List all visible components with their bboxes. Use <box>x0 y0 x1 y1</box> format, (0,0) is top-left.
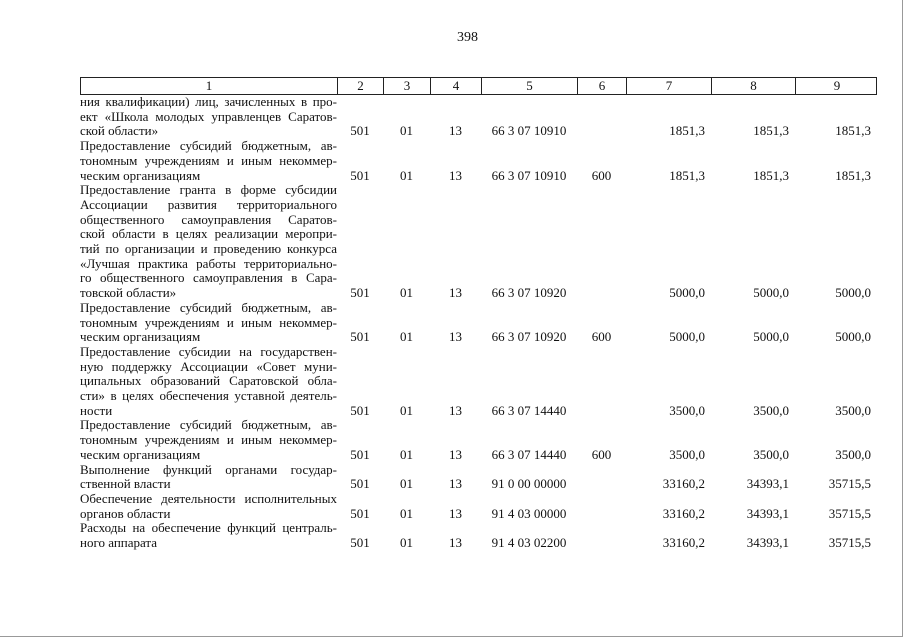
cell-c3: 01 <box>400 123 413 139</box>
page-number: 398 <box>457 30 478 45</box>
cell-c8: 1851,3 <box>753 167 789 183</box>
row-description <box>80 95 337 139</box>
row-description <box>80 301 337 345</box>
description-line: ственной власти <box>80 476 171 492</box>
cell-c7: 3500,0 <box>669 446 705 462</box>
column-header: 3 <box>384 78 431 94</box>
cell-c4: 13 <box>449 535 462 551</box>
cell-c2: 501 <box>350 402 370 418</box>
cell-c3: 01 <box>400 329 413 345</box>
description-line: ект «Школа молодых управленцев Саратов- <box>80 108 337 124</box>
cell-c8: 5000,0 <box>753 285 789 301</box>
row-description <box>80 463 337 492</box>
cell-c5: 66 3 07 14440 <box>491 402 567 418</box>
cell-c4: 13 <box>449 329 462 345</box>
column-header: 5 <box>482 78 578 94</box>
description-line: Предоставление субсидий бюджетным, ав- <box>80 138 337 154</box>
cell-c3: 01 <box>400 535 413 551</box>
cell-c5: 91 4 03 00000 <box>491 505 567 521</box>
description-line: ную поддержку Ассоциации «Совет муни- <box>80 358 337 374</box>
cell-c9: 35715,5 <box>828 505 871 521</box>
cell-c2: 501 <box>350 167 370 183</box>
table-body <box>80 95 877 551</box>
cell-c3: 01 <box>400 505 413 521</box>
cell-c4: 13 <box>449 446 462 462</box>
description-line: ципальных образований Саратовской обла- <box>80 373 337 389</box>
column-header: 9 <box>833 78 841 93</box>
cell-c8: 34393,1 <box>746 476 789 492</box>
cell-c8: 34393,1 <box>746 535 789 551</box>
cell-c3: 01 <box>400 285 413 301</box>
cell-c8: 3500,0 <box>753 446 789 462</box>
description-line: ческим организациям <box>80 167 201 183</box>
cell-c3: 01 <box>400 402 413 418</box>
table-header <box>80 77 877 95</box>
row-description <box>80 492 337 521</box>
description-line: Предоставление субсидии на государствен- <box>80 343 337 359</box>
cell-c5: 66 3 07 10910 <box>491 123 567 139</box>
cell-c8: 3500,0 <box>753 402 789 418</box>
cell-c7: 5000,0 <box>669 329 705 345</box>
column-header: 1 <box>81 78 338 94</box>
description-line: Предоставление субсидий бюджетным, ав- <box>80 299 337 315</box>
cell-c4: 13 <box>449 476 462 492</box>
cell-c5: 91 0 00 00000 <box>491 476 567 492</box>
cell-c7: 3500,0 <box>669 402 705 418</box>
cell-c5: 91 4 03 02200 <box>491 535 567 551</box>
table-row <box>80 521 877 550</box>
description-line: Предоставление гранта в форме субсидии <box>80 182 337 198</box>
table-row <box>80 139 877 183</box>
cell-c4: 13 <box>449 285 462 301</box>
description-line: ного аппарата <box>80 535 158 551</box>
row-description <box>80 183 337 301</box>
cell-c2: 501 <box>350 535 370 551</box>
description-line: Расходы на обеспечение функций централь- <box>80 520 337 536</box>
cell-c5: 66 3 07 10920 <box>491 329 567 345</box>
cell-c4: 13 <box>449 123 462 139</box>
table-row <box>80 345 877 419</box>
description-line: Ассоциации развития территориального <box>80 196 337 212</box>
table-row <box>80 492 877 521</box>
cell-c9: 35715,5 <box>828 476 871 492</box>
cell-c3: 01 <box>400 167 413 183</box>
description-line: товской области» <box>80 285 177 301</box>
cell-c7: 33160,2 <box>662 505 705 521</box>
cell-c5: 66 3 07 10910 <box>491 167 567 183</box>
cell-c4: 13 <box>449 167 462 183</box>
cell-c2: 501 <box>350 285 370 301</box>
table-row <box>80 418 877 462</box>
cell-c2: 501 <box>350 505 370 521</box>
cell-c8: 5000,0 <box>753 329 789 345</box>
row-description <box>80 521 337 550</box>
table-row <box>80 95 877 139</box>
description-line: тономным учреждениям и иным некоммер- <box>80 432 337 448</box>
cell-c2: 501 <box>350 476 370 492</box>
description-line: Выполнение функций органами государ- <box>80 461 337 477</box>
table-row <box>80 463 877 492</box>
cell-c9: 3500,0 <box>835 402 871 418</box>
description-line: ческим организациям <box>80 329 201 345</box>
cell-c6: 600 <box>591 446 612 462</box>
cell-c7: 33160,2 <box>662 476 705 492</box>
cell-c7: 33160,2 <box>662 535 705 551</box>
description-line: ческим организациям <box>80 446 201 462</box>
description-line: ской области» <box>80 123 159 139</box>
description-line: органов области <box>80 505 171 521</box>
column-header: 2 <box>338 78 384 94</box>
cell-c9: 5000,0 <box>835 285 871 301</box>
column-header: 6 <box>578 78 627 94</box>
row-description <box>80 139 337 183</box>
description-line: общественного самоуправления Саратов- <box>80 211 337 227</box>
description-line: Предоставление субсидий бюджетным, ав- <box>80 417 337 433</box>
cell-c9: 35715,5 <box>828 535 871 551</box>
column-header: 7 <box>627 78 712 94</box>
description-line: Обеспечение деятельности исполнительных <box>80 490 337 506</box>
description-line: тий по организации и проведению конкурса <box>80 241 337 257</box>
description-line: го общественного самоуправления в Сара- <box>80 270 337 286</box>
cell-c8: 1851,3 <box>753 123 789 139</box>
cell-c3: 01 <box>400 476 413 492</box>
cell-c4: 13 <box>449 505 462 521</box>
description-line: тономным учреждениям и иным некоммер- <box>80 314 337 330</box>
cell-c6: 600 <box>591 167 612 183</box>
cell-c8: 34393,1 <box>746 505 789 521</box>
row-description <box>80 418 337 462</box>
cell-c4: 13 <box>449 402 462 418</box>
cell-c5: 66 3 07 10920 <box>491 285 567 301</box>
cell-c2: 501 <box>350 446 370 462</box>
cell-c5: 66 3 07 14440 <box>491 446 567 462</box>
description-line: сти» в целях обеспечения уставной деятель- <box>80 388 337 404</box>
budget-table <box>80 77 877 551</box>
cell-c9: 3500,0 <box>835 446 871 462</box>
row-description <box>80 345 337 419</box>
description-line: ности <box>80 402 113 418</box>
cell-c2: 501 <box>350 329 370 345</box>
cell-c9: 1851,3 <box>835 123 871 139</box>
column-header: 4 <box>431 78 482 94</box>
cell-c2: 501 <box>350 123 370 139</box>
cell-c7: 1851,3 <box>669 123 705 139</box>
table-row <box>80 301 877 345</box>
description-line: «Лучшая практика работы территориально- <box>80 255 337 271</box>
description-line: тономным учреждениям и иным некоммер- <box>80 152 337 168</box>
description-line: ской области в целях реализации меропри- <box>80 226 337 242</box>
cell-c3: 01 <box>400 446 413 462</box>
cell-c9: 1851,3 <box>835 167 871 183</box>
cell-c9: 5000,0 <box>835 329 871 345</box>
description-line: ния квалификации) лиц, зачисленных в про- <box>80 94 337 109</box>
column-header: 8 <box>712 78 796 94</box>
cell-c6: 600 <box>591 329 612 345</box>
cell-c7: 5000,0 <box>669 285 705 301</box>
cell-c7: 1851,3 <box>669 167 705 183</box>
table-row <box>80 183 877 301</box>
